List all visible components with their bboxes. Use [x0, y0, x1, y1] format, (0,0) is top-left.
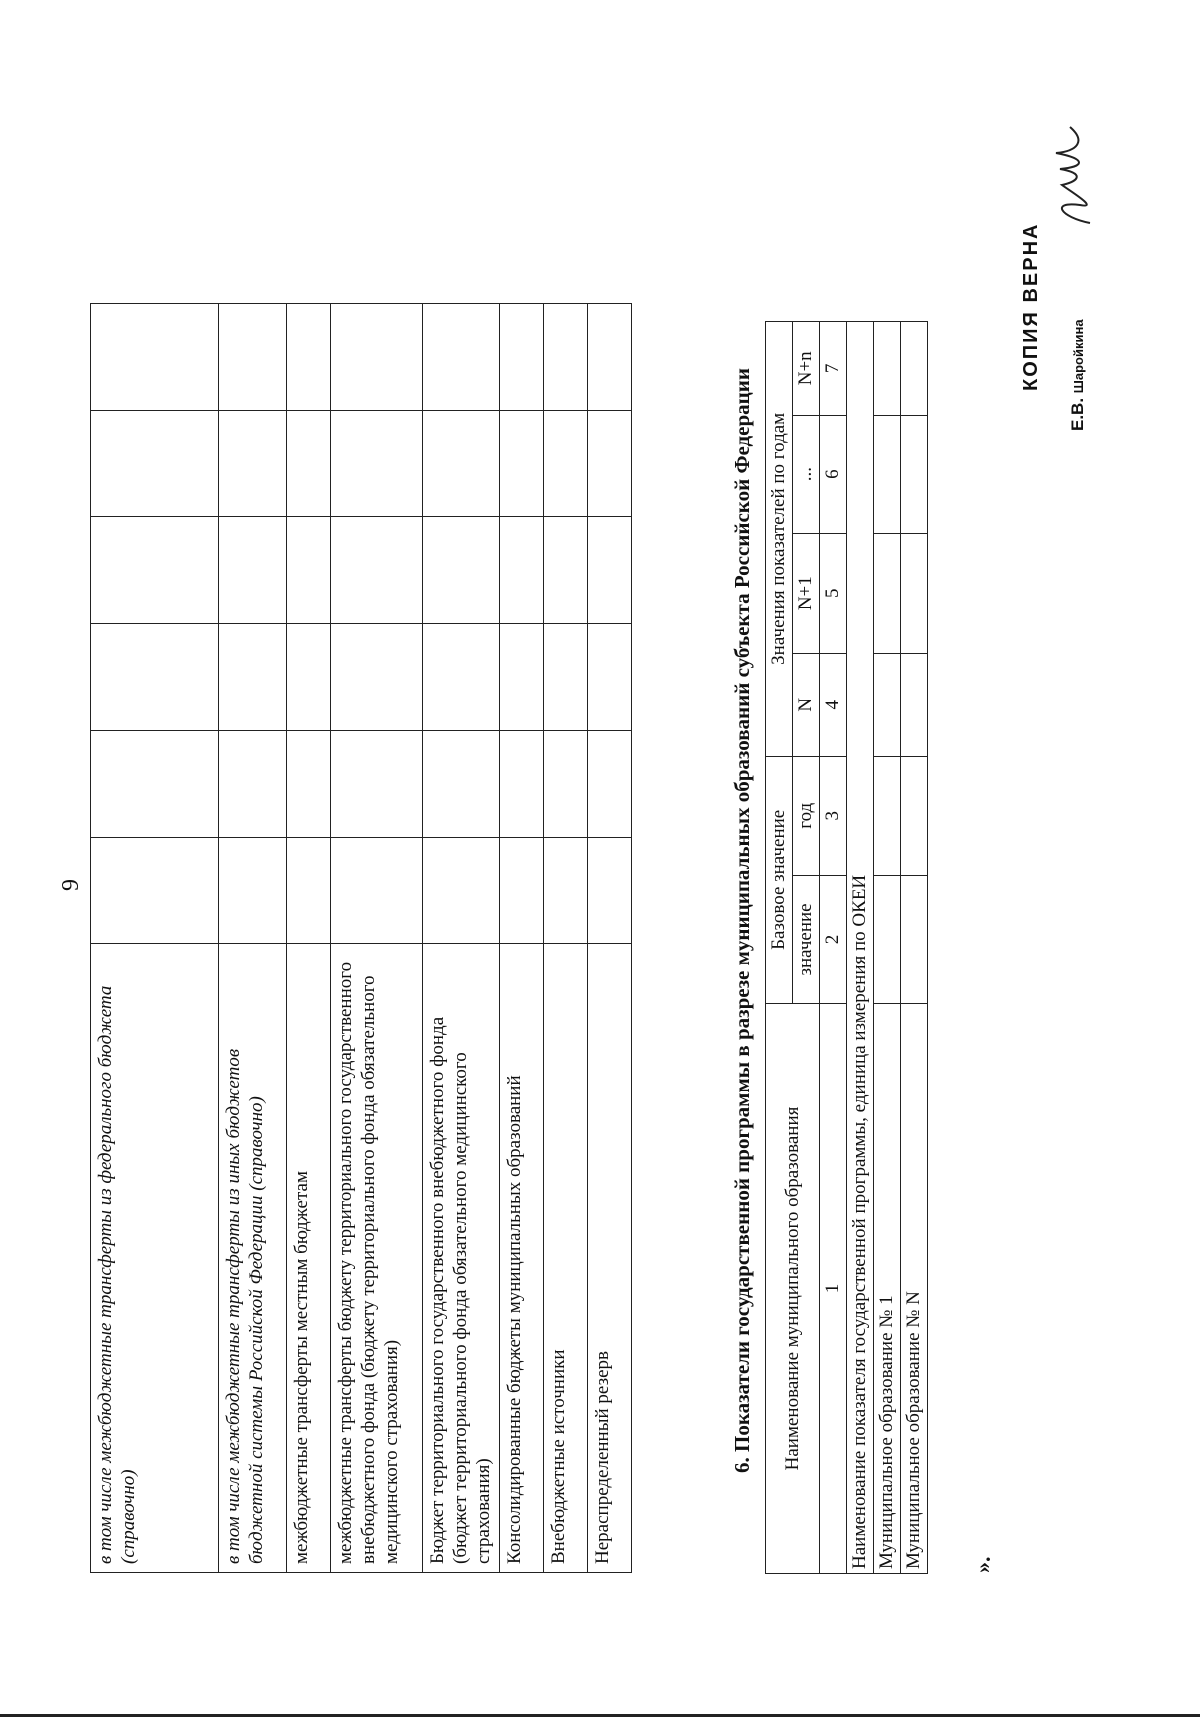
- funding-row-label: Бюджет территориального государственного внебюджетного фонда (бюджет территориального фонда обязательного медицинского страхования): [423, 944, 500, 1573]
- funding-value-cell: [219, 730, 287, 837]
- funding-row-label: Нераспределенный резерв: [588, 944, 632, 1573]
- funding-row: [423, 304, 500, 1573]
- funding-value-cell: [219, 304, 287, 411]
- funding-row-label: Консолидированные бюджеты муниципальных образований: [500, 944, 544, 1573]
- funding-value-cell: [331, 517, 423, 624]
- copy-certified-stamp: КОПИЯ ВЕРНА: [1020, 222, 1042, 391]
- funding-value-cell: [423, 730, 500, 837]
- section-6-heading: 6. Показатели государственной программы в разрезе муниципальных образований субъекта Российской Федерации: [730, 368, 754, 1473]
- handwritten-signature-icon: [1040, 121, 1110, 231]
- municipality-name: Муниципальное образование № 1: [874, 1003, 901, 1573]
- empty-cell: [901, 756, 928, 875]
- funding-row-label: межбюджетные трансферты местным бюджетам: [287, 944, 331, 1573]
- funding-value-cell: [331, 624, 423, 731]
- funding-value-cell: [287, 624, 331, 731]
- col-number: 6: [820, 415, 847, 533]
- funding-value-cell: [500, 410, 544, 517]
- signer-surname: Шаройкина: [1071, 319, 1086, 394]
- header-n-plus-n: N+n: [793, 322, 820, 416]
- funding-value-cell: [588, 837, 632, 944]
- signer-initials: Е.В.: [1068, 397, 1087, 431]
- funding-value-cell: [544, 730, 588, 837]
- col-number: 2: [820, 875, 847, 1003]
- funding-row: [500, 304, 544, 1573]
- funding-value-cell: [91, 624, 219, 731]
- funding-value-cell: [91, 410, 219, 517]
- header-base-value: Базовое значение: [766, 756, 793, 1003]
- funding-row: [287, 304, 331, 1573]
- funding-value-cell: [331, 410, 423, 517]
- funding-row: [219, 304, 287, 1573]
- municipality-row: [901, 322, 928, 1574]
- col-number: 7: [820, 322, 847, 416]
- header-n: N: [793, 653, 820, 756]
- funding-value-cell: [91, 517, 219, 624]
- funding-value-cell: [219, 624, 287, 731]
- header-year: год: [793, 756, 820, 875]
- funding-row-label: Внебюджетные источники: [544, 944, 588, 1573]
- col-number: 4: [820, 653, 847, 756]
- col-number: 1: [820, 1003, 847, 1573]
- funding-value-cell: [423, 837, 500, 944]
- funding-value-cell: [423, 410, 500, 517]
- empty-cell: [901, 322, 928, 416]
- funding-value-cell: [423, 624, 500, 731]
- funding-value-cell: [287, 304, 331, 411]
- empty-cell: [901, 875, 928, 1003]
- funding-value-cell: [588, 517, 632, 624]
- funding-value-cell: [331, 304, 423, 411]
- funding-value-cell: [91, 837, 219, 944]
- empty-cell: [901, 653, 928, 756]
- empty-cell: [901, 415, 928, 533]
- funding-row-label: в том числе межбюджетные трансферты из федерального бюджета (справочно): [91, 944, 219, 1573]
- indicator-row: [847, 322, 874, 1574]
- funding-value-cell: [423, 304, 500, 411]
- funding-value-cell: [544, 517, 588, 624]
- funding-row: [588, 304, 632, 1573]
- column-numbers-row: [820, 322, 847, 1574]
- empty-cell: [874, 322, 901, 416]
- funding-value-cell: [500, 624, 544, 731]
- funding-value-cell: [500, 837, 544, 944]
- funding-value-cell: [544, 624, 588, 731]
- funding-value-cell: [544, 837, 588, 944]
- funding-row-label: в том числе межбюджетные трансферты из иных бюджетов бюджетной системы Российской Федерации (справочно): [219, 944, 287, 1573]
- col-number: 3: [820, 756, 847, 875]
- funding-row-label: межбюджетные трансферты бюджету территориального государственного внебюджетного фонда (бюджету территориального фонда обязательного медицинского страхования): [331, 944, 423, 1573]
- funding-value-cell: [331, 837, 423, 944]
- header-ellipsis: ...: [793, 415, 820, 533]
- funding-value-cell: [588, 304, 632, 411]
- funding-value-cell: [544, 410, 588, 517]
- empty-cell: [874, 653, 901, 756]
- empty-cell: [874, 756, 901, 875]
- funding-value-cell: [500, 304, 544, 411]
- signer-name: [1068, 319, 1088, 431]
- funding-value-cell: [287, 410, 331, 517]
- header-n-plus-1: N+1: [793, 533, 820, 653]
- page-number: 9: [58, 879, 84, 891]
- funding-value-cell: [588, 624, 632, 731]
- empty-cell: [901, 533, 928, 653]
- funding-row: [91, 304, 219, 1573]
- funding-value-cell: [219, 517, 287, 624]
- closing-quote-mark: ».: [970, 1556, 995, 1573]
- funding-value-cell: [588, 730, 632, 837]
- funding-value-cell: [219, 837, 287, 944]
- municipality-row: [874, 322, 901, 1574]
- municipal-indicators-table: [765, 321, 928, 1574]
- funding-value-cell: [423, 517, 500, 624]
- funding-row: [544, 304, 588, 1573]
- funding-value-cell: [500, 730, 544, 837]
- funding-value-cell: [500, 517, 544, 624]
- empty-cell: [874, 415, 901, 533]
- funding-value-cell: [331, 730, 423, 837]
- funding-row: [331, 304, 423, 1573]
- funding-value-cell: [287, 730, 331, 837]
- funding-value-cell: [287, 837, 331, 944]
- municipality-name: Муниципальное образование № N: [901, 1003, 928, 1573]
- funding-value-cell: [219, 410, 287, 517]
- empty-cell: [874, 875, 901, 1003]
- funding-value-cell: [91, 730, 219, 837]
- header-value: значение: [793, 875, 820, 1003]
- col-number: 5: [820, 533, 847, 653]
- funding-sources-table: [90, 303, 632, 1573]
- header-row-1: [766, 322, 793, 1574]
- header-municipality-name: Наименование муниципального образования: [766, 1003, 820, 1573]
- funding-value-cell: [544, 304, 588, 411]
- indicator-name: Наименование показателя государственной программы, единица измерения по ОКЕИ: [847, 322, 874, 1574]
- funding-value-cell: [287, 517, 331, 624]
- header-yearly-values: Значения показателей по годам: [766, 322, 793, 757]
- funding-value-cell: [588, 410, 632, 517]
- funding-value-cell: [91, 304, 219, 411]
- empty-cell: [874, 533, 901, 653]
